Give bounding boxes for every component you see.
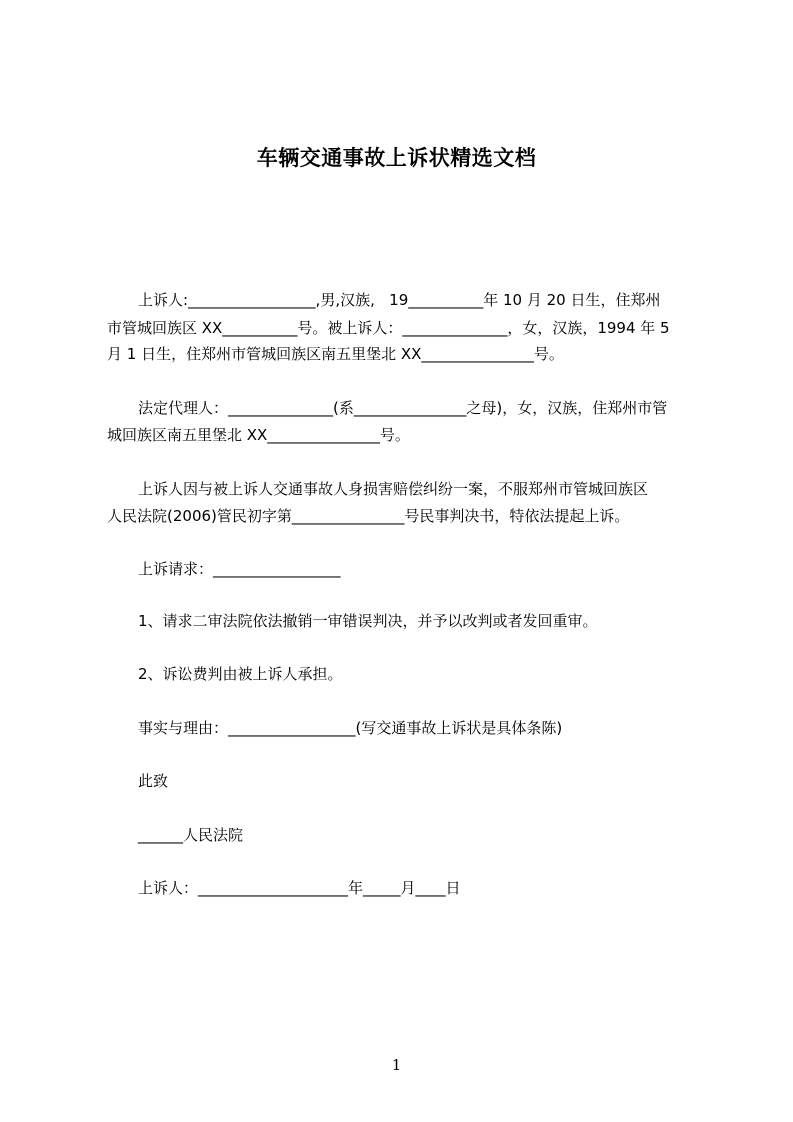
court-name: ______人民法院 xyxy=(138,826,244,844)
request-item-2: 2、诉讼费判由被上诉人承担。 xyxy=(138,665,343,683)
page-number: 1 xyxy=(391,1056,402,1074)
request-item-1: 1、请求二审法院依法撤销一审错误判决，并予以改判或者发回重审。 xyxy=(138,612,598,630)
agent-info-line-2: 城回族区南五里堡北 XX_______________号。 xyxy=(107,426,410,444)
appeal-request: 上诉请求：_________________ xyxy=(138,560,341,578)
agent-info-line-1: 法定代理人：______________(系_______________之母)，女，汉族，住郑州市管 xyxy=(138,399,668,417)
salutation: 此致 xyxy=(138,772,169,790)
appellant-info-line-2: 市管城回族区 XX__________号。被上诉人：______________，女，汉族，1994 年 5 xyxy=(107,319,670,337)
appellant-info-line-1: 上诉人:_________________,男,汉族, 19__________年 10 月 20 日生，住郑州 xyxy=(138,291,661,309)
facts-and-reasons: 事实与理由：_________________(写交通事故上诉状是具体条陈) xyxy=(138,719,563,737)
document-title: 车辆交通事故上诉状精选文档 xyxy=(256,146,537,170)
case-statement-line-2: 人民法院(2006)管民初字第_______________号民事判决书，特依法提起上诉。 xyxy=(107,507,630,525)
case-statement-line-1: 上诉人因与被上诉人交通事故人身损害赔偿纠纷一案，不服郑州市管城回族区 xyxy=(138,480,649,498)
signature-line: 上诉人：____________________年_____月____日 xyxy=(138,879,461,897)
appellant-info-line-3: 月 1 日生，住郑州市管城回族区南五里堡北 XX_______________号。 xyxy=(107,345,564,363)
